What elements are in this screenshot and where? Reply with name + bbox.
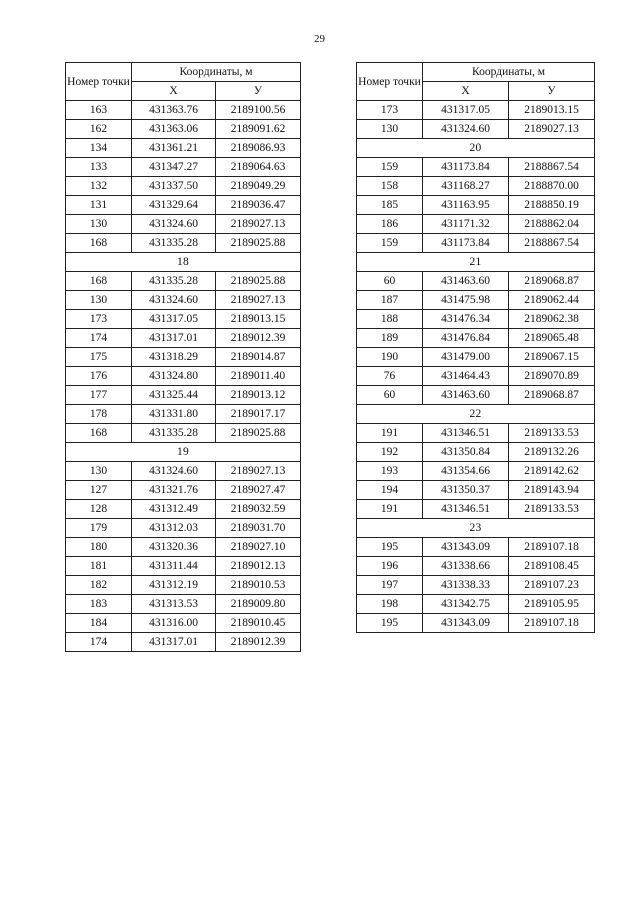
table-row <box>66 519 301 538</box>
page-number: 29 <box>314 33 325 45</box>
y-coordinate-cell: 2189067.15 <box>509 348 595 367</box>
table-row <box>66 633 301 652</box>
x-coordinate-cell: 431311.44 <box>132 557 216 576</box>
table-row <box>66 405 301 424</box>
point-number-cell: 181 <box>66 557 132 576</box>
table-row <box>66 595 301 614</box>
table-body-left <box>66 101 301 652</box>
x-coordinate-cell: 431335.28 <box>132 234 216 253</box>
group-label: 20 <box>357 139 595 158</box>
y-coordinate-cell: 2189014.87 <box>216 348 301 367</box>
x-coordinate-cell: 431363.06 <box>132 120 216 139</box>
y-coordinate-cell: 2188870.00 <box>509 177 595 196</box>
group-row <box>66 443 301 462</box>
y-coordinate-cell: 2189100.56 <box>216 101 301 120</box>
x-coordinate-cell: 431338.33 <box>423 576 509 595</box>
group-label: 21 <box>357 253 595 272</box>
x-coordinate-cell: 431317.01 <box>132 329 216 348</box>
point-number-cell: 195 <box>357 614 423 633</box>
point-number-cell: 168 <box>66 272 132 291</box>
table-row <box>66 614 301 633</box>
point-number-cell: 191 <box>357 500 423 519</box>
point-number-cell: 60 <box>357 272 423 291</box>
point-number-header: Номер точки <box>357 63 423 101</box>
x-coordinate-cell: 431343.09 <box>423 614 509 633</box>
table-row <box>357 500 595 519</box>
y-coordinate-cell: 2189027.47 <box>216 481 301 500</box>
y-coordinate-cell: 2189107.23 <box>509 576 595 595</box>
point-number-cell: 163 <box>66 101 132 120</box>
y-coordinate-cell: 2189012.39 <box>216 329 301 348</box>
point-number-cell: 173 <box>66 310 132 329</box>
table-row <box>66 139 301 158</box>
y-coordinate-cell: 2189027.10 <box>216 538 301 557</box>
x-coordinate-cell: 431361.21 <box>132 139 216 158</box>
table-row <box>66 291 301 310</box>
point-number-cell: 191 <box>357 424 423 443</box>
table-row <box>66 386 301 405</box>
y-coordinate-cell: 2189013.15 <box>216 310 301 329</box>
table-row <box>357 291 595 310</box>
point-number-cell: 182 <box>66 576 132 595</box>
point-number-cell: 188 <box>357 310 423 329</box>
y-coordinate-cell: 2189027.13 <box>216 215 301 234</box>
y-coordinate-cell: 2189027.13 <box>509 120 595 139</box>
x-coordinate-cell: 431313.53 <box>132 595 216 614</box>
point-number-cell: 168 <box>66 424 132 443</box>
x-coordinate-cell: 431475.98 <box>423 291 509 310</box>
y-coordinate-cell: 2189010.53 <box>216 576 301 595</box>
table-row <box>66 196 301 215</box>
table-row <box>66 234 301 253</box>
point-number-cell: 175 <box>66 348 132 367</box>
x-coordinate-cell: 431350.84 <box>423 443 509 462</box>
x-coordinate-cell: 431343.09 <box>423 538 509 557</box>
point-number-cell: 177 <box>66 386 132 405</box>
table-row <box>357 557 595 576</box>
y-coordinate-cell: 2189013.15 <box>509 101 595 120</box>
point-number-cell: 184 <box>66 614 132 633</box>
point-number-cell: 60 <box>357 386 423 405</box>
x-coordinate-cell: 431173.84 <box>423 234 509 253</box>
x-coordinate-cell: 431479.00 <box>423 348 509 367</box>
table-row <box>357 386 595 405</box>
point-number-cell: 133 <box>66 158 132 177</box>
y-coordinate-cell: 2189108.45 <box>509 557 595 576</box>
x-coordinate-cell: 431329.64 <box>132 196 216 215</box>
x-coordinate-cell: 431463.60 <box>423 386 509 405</box>
table-row <box>66 329 301 348</box>
point-number-cell: 183 <box>66 595 132 614</box>
y-coordinate-cell: 2189142.62 <box>509 462 595 481</box>
table-row <box>66 215 301 234</box>
x-coordinate-cell: 431320.36 <box>132 538 216 557</box>
table-row <box>357 481 595 500</box>
y-coordinate-cell: 2189133.53 <box>509 424 595 443</box>
x-coordinate-cell: 431346.51 <box>423 500 509 519</box>
y-coordinate-cell: 2189107.18 <box>509 538 595 557</box>
x-coordinate-cell: 431325.44 <box>132 386 216 405</box>
table-row <box>357 215 595 234</box>
x-coordinate-cell: 431316.00 <box>132 614 216 633</box>
x-coordinate-cell: 431350.37 <box>423 481 509 500</box>
table-row <box>357 462 595 481</box>
point-number-cell: 180 <box>66 538 132 557</box>
table-row <box>66 424 301 443</box>
group-label: 23 <box>357 519 595 538</box>
table-row <box>66 348 301 367</box>
table-row <box>357 538 595 557</box>
table-row <box>357 367 595 386</box>
point-number-cell: 196 <box>357 557 423 576</box>
table-row <box>357 595 595 614</box>
x-coordinate-cell: 431338.66 <box>423 557 509 576</box>
table-row <box>66 576 301 595</box>
point-number-cell: 174 <box>66 329 132 348</box>
y-coordinate-cell: 2189017.17 <box>216 405 301 424</box>
y-coordinate-cell: 2189012.39 <box>216 633 301 652</box>
x-coordinate-cell: 431324.80 <box>132 367 216 386</box>
point-number-cell: 132 <box>66 177 132 196</box>
point-number-cell: 185 <box>357 196 423 215</box>
y-coordinate-cell: 2189105.95 <box>509 595 595 614</box>
x-coordinate-cell: 431335.28 <box>132 272 216 291</box>
point-number-cell: 130 <box>66 462 132 481</box>
x-coordinate-cell: 431464.43 <box>423 367 509 386</box>
table-row <box>66 120 301 139</box>
y-coordinate-cell: 2189025.88 <box>216 272 301 291</box>
table-row <box>66 158 301 177</box>
x-coordinate-cell: 431354.66 <box>423 462 509 481</box>
point-number-cell: 158 <box>357 177 423 196</box>
point-number-cell: 128 <box>66 500 132 519</box>
point-number-cell: 190 <box>357 348 423 367</box>
table-row <box>66 538 301 557</box>
table-body-right <box>357 101 595 633</box>
coordinates-header: Координаты, м <box>132 63 301 82</box>
y-coordinate-cell: 2189068.87 <box>509 272 595 291</box>
point-number-cell: 127 <box>66 481 132 500</box>
y-coordinate-cell: 2189062.38 <box>509 310 595 329</box>
table-row <box>357 272 595 291</box>
point-number-cell: 162 <box>66 120 132 139</box>
x-coordinate-cell: 431324.60 <box>132 291 216 310</box>
x-coordinate-cell: 431317.01 <box>132 633 216 652</box>
x-coordinate-cell: 431312.49 <box>132 500 216 519</box>
point-number-cell: 168 <box>66 234 132 253</box>
point-number-cell: 186 <box>357 215 423 234</box>
table-row <box>357 424 595 443</box>
table-row <box>357 576 595 595</box>
x-coordinate-cell: 431312.19 <box>132 576 216 595</box>
table-row <box>357 234 595 253</box>
point-number-cell: 198 <box>357 595 423 614</box>
x-coordinate-cell: 431346.51 <box>423 424 509 443</box>
x-coordinate-cell: 431342.75 <box>423 595 509 614</box>
x-coordinate-cell: 431312.03 <box>132 519 216 538</box>
y-header: У <box>509 82 595 101</box>
point-number-cell: 134 <box>66 139 132 158</box>
table-row <box>66 481 301 500</box>
coordinates-table-right <box>356 62 595 633</box>
y-coordinate-cell: 2189086.93 <box>216 139 301 158</box>
group-row <box>357 253 595 272</box>
y-coordinate-cell: 2188850.19 <box>509 196 595 215</box>
x-coordinate-cell: 431476.84 <box>423 329 509 348</box>
x-coordinate-cell: 431324.60 <box>132 462 216 481</box>
y-coordinate-cell: 2189143.94 <box>509 481 595 500</box>
table-row <box>357 310 595 329</box>
point-number-cell: 179 <box>66 519 132 538</box>
y-coordinate-cell: 2189107.18 <box>509 614 595 633</box>
table-row <box>357 443 595 462</box>
group-label: 19 <box>66 443 301 462</box>
table-row <box>66 177 301 196</box>
group-row <box>357 139 595 158</box>
y-coordinate-cell: 2188867.54 <box>509 158 595 177</box>
y-coordinate-cell: 2189025.88 <box>216 234 301 253</box>
point-number-cell: 187 <box>357 291 423 310</box>
y-coordinate-cell: 2189036.47 <box>216 196 301 215</box>
point-number-cell: 197 <box>357 576 423 595</box>
coordinates-table-left <box>65 62 301 652</box>
point-number-cell: 178 <box>66 405 132 424</box>
y-coordinate-cell: 2189012.13 <box>216 557 301 576</box>
y-coordinate-cell: 2189013.12 <box>216 386 301 405</box>
y-coordinate-cell: 2189011.40 <box>216 367 301 386</box>
y-coordinate-cell: 2188867.54 <box>509 234 595 253</box>
point-number-cell: 76 <box>357 367 423 386</box>
y-coordinate-cell: 2188862.04 <box>509 215 595 234</box>
x-coordinate-cell: 431317.05 <box>423 101 509 120</box>
point-number-cell: 130 <box>66 215 132 234</box>
y-coordinate-cell: 2189132.26 <box>509 443 595 462</box>
table-row <box>357 614 595 633</box>
table-row <box>357 196 595 215</box>
point-number-cell: 174 <box>66 633 132 652</box>
x-coordinate-cell: 431171.32 <box>423 215 509 234</box>
point-number-cell: 159 <box>357 158 423 177</box>
x-coordinate-cell: 431321.76 <box>132 481 216 500</box>
table-row <box>357 158 595 177</box>
x-coordinate-cell: 431173.84 <box>423 158 509 177</box>
y-coordinate-cell: 2189068.87 <box>509 386 595 405</box>
table-row <box>357 329 595 348</box>
point-number-cell: 130 <box>66 291 132 310</box>
table-row <box>66 101 301 120</box>
x-coordinate-cell: 431168.27 <box>423 177 509 196</box>
y-coordinate-cell: 2189133.53 <box>509 500 595 519</box>
point-number-cell: 195 <box>357 538 423 557</box>
point-number-cell: 192 <box>357 443 423 462</box>
table-row <box>66 462 301 481</box>
point-number-cell: 173 <box>357 101 423 120</box>
table-row <box>357 348 595 367</box>
point-number-cell: 193 <box>357 462 423 481</box>
x-header: X <box>423 82 509 101</box>
y-coordinate-cell: 2189091.62 <box>216 120 301 139</box>
group-row <box>357 405 595 424</box>
y-coordinate-cell: 2189027.13 <box>216 291 301 310</box>
x-coordinate-cell: 431324.60 <box>132 215 216 234</box>
x-coordinate-cell: 431318.29 <box>132 348 216 367</box>
point-number-cell: 189 <box>357 329 423 348</box>
x-coordinate-cell: 431463.60 <box>423 272 509 291</box>
y-header: У <box>216 82 301 101</box>
x-coordinate-cell: 431324.60 <box>423 120 509 139</box>
point-number-cell: 130 <box>357 120 423 139</box>
group-label: 22 <box>357 405 595 424</box>
point-number-cell: 131 <box>66 196 132 215</box>
y-coordinate-cell: 2189009.80 <box>216 595 301 614</box>
group-row <box>66 253 301 272</box>
x-header: X <box>132 82 216 101</box>
y-coordinate-cell: 2189032.59 <box>216 500 301 519</box>
x-coordinate-cell: 431317.05 <box>132 310 216 329</box>
table-row <box>357 177 595 196</box>
table-row <box>66 557 301 576</box>
group-row <box>357 519 595 538</box>
y-coordinate-cell: 2189049.29 <box>216 177 301 196</box>
table-row <box>66 500 301 519</box>
x-coordinate-cell: 431476.34 <box>423 310 509 329</box>
coordinates-header: Координаты, м <box>423 63 595 82</box>
y-coordinate-cell: 2189010.45 <box>216 614 301 633</box>
x-coordinate-cell: 431331.80 <box>132 405 216 424</box>
x-coordinate-cell: 431363.76 <box>132 101 216 120</box>
table-row <box>66 310 301 329</box>
y-coordinate-cell: 2189070.89 <box>509 367 595 386</box>
y-coordinate-cell: 2189025.88 <box>216 424 301 443</box>
y-coordinate-cell: 2189064.63 <box>216 158 301 177</box>
table-row <box>357 120 595 139</box>
x-coordinate-cell: 431335.28 <box>132 424 216 443</box>
point-number-cell: 194 <box>357 481 423 500</box>
x-coordinate-cell: 431337.50 <box>132 177 216 196</box>
point-number-header: Номер точки <box>66 63 132 101</box>
point-number-cell: 176 <box>66 367 132 386</box>
table-row <box>66 272 301 291</box>
table-row <box>66 367 301 386</box>
x-coordinate-cell: 431163.95 <box>423 196 509 215</box>
point-number-cell: 159 <box>357 234 423 253</box>
y-coordinate-cell: 2189031.70 <box>216 519 301 538</box>
y-coordinate-cell: 2189027.13 <box>216 462 301 481</box>
x-coordinate-cell: 431347.27 <box>132 158 216 177</box>
group-label: 18 <box>66 253 301 272</box>
table-row <box>357 101 595 120</box>
y-coordinate-cell: 2189062.44 <box>509 291 595 310</box>
y-coordinate-cell: 2189065.48 <box>509 329 595 348</box>
